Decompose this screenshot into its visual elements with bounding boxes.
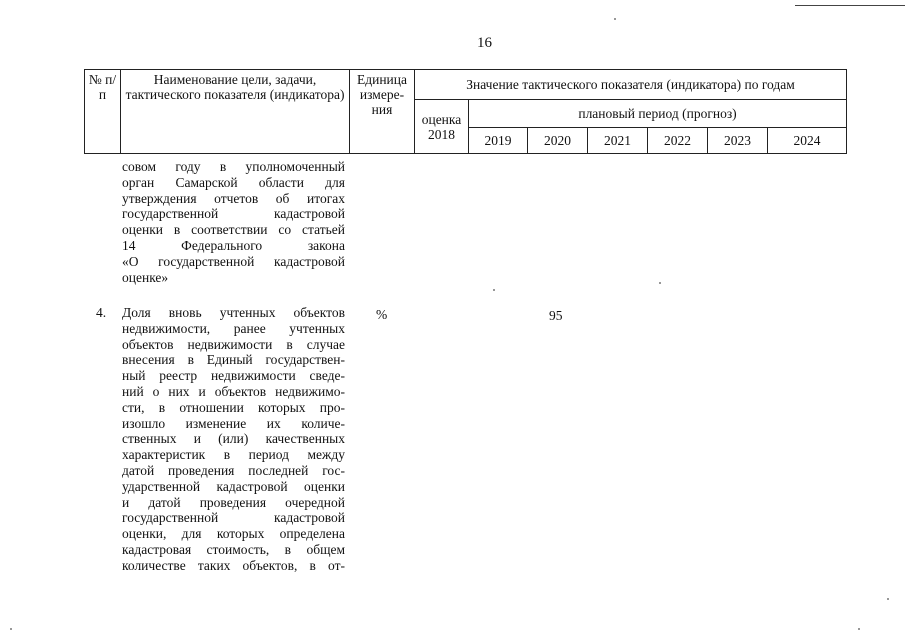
page-number: 16 [477,35,492,51]
text-line: и датой проведения очередной [122,494,345,510]
header-estimate: оценка 2018 [415,100,469,154]
row-unit: % [376,307,388,322]
header-year: 2021 [588,128,648,154]
header-year: 2023 [708,128,768,154]
text-line: «О государственной кадастровой [122,253,345,269]
text-line: оценки в соответствии со статьей [122,222,345,238]
text-line: орган Самарской области для [122,174,345,190]
row-estimate-value: 95 [549,308,563,323]
text-line: объектов недвижимости в случае [122,336,345,352]
text-line: оценке» [122,269,169,285]
text-line: утверждения отчетов об итогах [122,190,345,206]
header-year: 2020 [528,128,588,154]
header-year: 2019 [469,128,528,154]
text-line: датой проведения последней гос- [122,462,345,478]
scan-speck [493,289,495,291]
continuation-text [122,159,345,285]
header-year: 2024 [768,128,847,154]
text-line: изошло изменение их количе- [122,415,345,431]
row-description [122,305,345,574]
indicator-table-header [84,69,847,154]
scan-speck [10,628,12,630]
text-line: государственной кадастровой [122,206,345,222]
text-line: кадастровая стоимость, в общем [122,541,345,557]
header-name: Наименование цели, задачи, тактического показателя (индикатора) [121,70,350,154]
text-line: Доля вновь учтенных объектов [122,305,345,320]
text-line: ний о них и объектов недвижимо- [122,383,345,399]
header-values-title: Значение тактического показателя (индикатора) по годам [415,70,847,100]
scan-speck [887,598,889,600]
text-line: ственных и (или) качественных [122,431,345,447]
header-unit: Единица измере-ния [350,70,415,154]
text-line: сти, в отношении которых про- [122,399,345,415]
text-line: 14 Федерального закона [122,237,345,253]
text-line: внесения в Единый государствен- [122,352,345,368]
text-line: характеристик в период между [122,447,345,463]
text-line: государственной кадастровой [122,510,345,526]
row-number: 4. [96,305,107,320]
scan-speck [659,282,661,284]
text-line: ный реестр недвижимости сведе- [122,368,345,384]
header-year: 2022 [648,128,708,154]
scan-edge-line [795,5,905,6]
scan-speck [614,18,616,20]
text-line: оценки, для которых определена [122,526,345,542]
scan-speck [858,628,860,630]
header-num: № п/п [85,70,121,154]
text-line: недвижимости, ранее учтенных [122,320,345,336]
text-line: совом году в уполномоченный [122,159,345,174]
text-line: количестве таких объектов, в от- [122,557,345,573]
header-plan-title: плановый период (прогноз) [469,100,847,128]
text-line: ударственной кадастровой оценки [122,478,345,494]
